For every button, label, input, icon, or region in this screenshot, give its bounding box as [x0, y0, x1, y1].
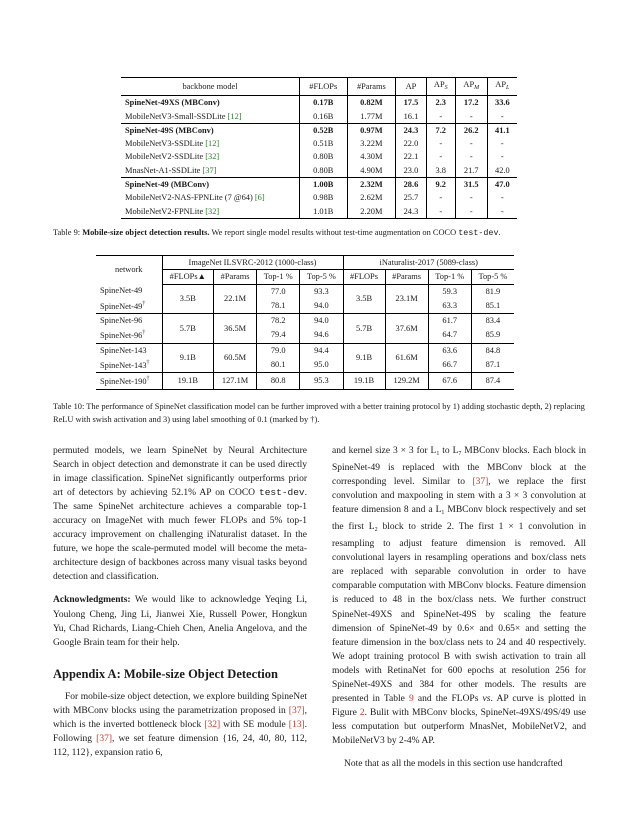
value-cell: 24.3 — [396, 205, 426, 219]
column-header: Top-5 % — [471, 270, 514, 284]
value-cell: 21.7 — [455, 164, 487, 178]
value-cell: 26.2 — [455, 123, 487, 137]
right-column — [332, 444, 586, 771]
value-cell: 129.2M — [385, 373, 428, 389]
value-cell: - — [455, 191, 487, 204]
table-9-caption-label: Table 9: — [53, 228, 81, 237]
value-cell: 4.90M — [347, 164, 396, 178]
value-cell: 4.30M — [347, 150, 396, 163]
subscript: 2 — [374, 527, 378, 534]
conclusion-text-b: . The same SpineNet architecture achieves a comparable top-1 accuracy on ImageNet with much fewer FLOPs and 5% top-1 accuracy improvement on challenging iNaturalist dataset. In the future, we hope the scale-permuted model will become the meta-architecture design of backbones across many visual tasks beyond detection and classification. — [53, 488, 307, 583]
citation-link[interactable]: [37] — [288, 705, 305, 716]
table-row — [121, 164, 517, 178]
table-row — [96, 298, 514, 314]
mbconv-text-i: . Bulit with MBConv blocks, SpineNet-49XS/49S/49 use less computation but outperform MnasNet, MobileNetV2, and MobileNetV3 by 2-4% AP. — [332, 707, 586, 746]
value-cell: 94.4 — [300, 343, 343, 357]
value-cell: 85.9 — [485, 330, 501, 340]
value-cell: 77.0 — [257, 284, 300, 298]
table-row — [121, 178, 517, 192]
model-cell: MobileNetV3-SSDLite [12] — [121, 137, 300, 150]
value-cell: 78.1 — [257, 298, 300, 314]
mbconv-text-g: and the FLOPs — [413, 693, 483, 704]
citation-link[interactable]: [37] — [96, 733, 112, 744]
column-header: $AP_L$ — [487, 78, 517, 96]
value-cell: 0.97M — [347, 123, 396, 137]
value-cell: 94.6 — [300, 327, 343, 343]
value-cell: 93.3 — [300, 284, 343, 298]
value-cell: 17.5 — [396, 96, 426, 110]
mbconv-text-h: . AP curve is plotted in Figure — [332, 693, 586, 718]
network-cell: SpineNet-96† — [96, 327, 162, 343]
column-header: $AP_S$ — [426, 78, 455, 96]
value-cell: 23.1M — [385, 284, 428, 314]
value-cell: 0.80B — [300, 164, 348, 178]
value-cell: - — [426, 110, 455, 124]
value-cell: 60.5M — [214, 343, 257, 373]
acknowledgments-label: Acknowledgments: — [53, 595, 131, 606]
value-cell: 0.98B — [300, 191, 348, 204]
value-cell: 41.1 — [487, 123, 517, 137]
value-cell: 1.01B — [300, 205, 348, 219]
value-cell: 31.5 — [455, 178, 487, 192]
mbconv-text-b: to L — [439, 446, 459, 456]
column-header: Top-1 % — [257, 270, 300, 284]
value-cell: - — [500, 193, 504, 203]
network-cell: SpineNet-49 — [96, 284, 162, 298]
appendix-paragraph — [53, 690, 307, 760]
citation-link[interactable]: [37] — [202, 165, 217, 175]
value-cell: 67.6 — [428, 373, 471, 389]
model-cell: MobileNetV2-NAS-FPNLite (7 @64) [6] — [121, 191, 300, 204]
value-cell: 17.2 — [455, 96, 487, 110]
model-cell: SpineNet-49XS (MBConv) — [121, 96, 300, 110]
value-cell: 22.1 — [396, 150, 426, 163]
inaturalist-header: iNaturalist-2017 (5089-class) — [343, 256, 514, 270]
table-9-caption-title: Mobile-size object detection results. — [82, 228, 210, 237]
model-cell: MobileNetV2-FPNLite [32] — [121, 205, 300, 219]
table-9 — [121, 77, 517, 219]
acknowledgments-paragraph — [53, 593, 307, 649]
table-row — [121, 96, 517, 110]
appendix-text-b: , which is the inverted bottleneck block — [53, 705, 307, 730]
table-9-caption — [53, 227, 593, 240]
value-cell: 66.7 — [428, 357, 471, 373]
table-9-header-row — [121, 78, 517, 96]
citation-link[interactable]: [12] — [205, 139, 220, 149]
mbconv-text-c: MBConv blocks. Each block in SpineNet-49 is replaced with the MBConv block at the corresponding level. Similar to — [332, 446, 586, 488]
network-cell: SpineNet-143† — [96, 357, 162, 373]
value-cell: 2.32M — [347, 178, 396, 192]
value-cell: - — [426, 205, 455, 219]
value-cell: 61.7 — [428, 314, 471, 328]
dagger-mark: † — [142, 330, 146, 337]
appendix-text-d: . Following — [53, 719, 307, 744]
value-cell: 95.3 — [300, 373, 343, 389]
value-cell: 16.1 — [396, 110, 426, 124]
value-cell: 61.6M — [385, 343, 428, 373]
table-row — [121, 137, 517, 150]
value-cell: 78.2 — [257, 314, 300, 328]
value-cell: 0.51B — [300, 137, 348, 150]
value-cell: 1.77M — [347, 110, 396, 124]
table-10-caption: Table 10: The performance of SpineNet classification model can be further improved with a better training protocol by 1) adding stochastic depth, 2) replacing ReLU with swish activation and 3) using label smoothing of 0.1 (marked by †). — [53, 402, 585, 424]
citation-link[interactable]: [32] — [204, 719, 221, 730]
mbconv-paragraph — [332, 444, 586, 748]
value-cell: 19.1B — [343, 373, 385, 389]
column-header: backbone model — [121, 78, 300, 96]
column-header: #FLOPs — [343, 270, 385, 284]
value-cell: 83.4 — [471, 314, 514, 328]
dagger-mark: † — [142, 300, 146, 307]
value-cell: 64.7 — [428, 327, 471, 343]
value-cell: 2.20M — [347, 205, 396, 219]
subscript: S — [444, 85, 448, 91]
acknowledgments-text: We would like to acknowledge Yeqing Li, Youlong Cheng, Jing Li, Jianwei Xie, Russell Power, Hongkun Yu, Chad Richards, Liang-Chieh Chen, Anelia Angelova, and the Google Brain team for their help. — [53, 595, 307, 648]
table-row — [96, 343, 514, 357]
dagger-mark: † — [146, 376, 150, 383]
mbconv-text-f: block to stride 2. The first 1 × 1 convolution in resampling to adjust feature dimension is removed. All convolutional layers in resampling operations and box/class nets are replaced with separable convolution in order to have comparable computation with MBConv blocks. Feature dimension is reduced to 48 in the box/class nets. We further construct SpineNet-49XS and SpineNet-49S by scaling the feature dimension of SpineNet-49 by 0.6× and 0.65× and setting the feature dimension in the box/class nets to 24 and 40 respectively. We adopt training protocol B with swish activation to train all models with RetinaNet for 600 epochs at resolution 256 for SpineNet-49XS and 384 for other models. The results are presented in Table — [332, 522, 586, 704]
value-cell: - — [500, 206, 504, 216]
value-cell: 59.3 — [428, 284, 471, 298]
value-cell: 3.5B — [162, 284, 213, 314]
value-cell: 3.8 — [426, 164, 455, 178]
value-cell: 22.0 — [396, 137, 426, 150]
network-cell: SpineNet-49† — [96, 298, 162, 314]
value-cell: 9.1B — [343, 343, 385, 373]
citation-link[interactable]: [6] — [254, 193, 265, 203]
citation-link[interactable]: [12] — [227, 111, 242, 121]
imagenet-header: ImageNet ILSVRC-2012 (1000-class) — [162, 256, 343, 270]
value-cell: - — [455, 150, 487, 163]
citation-link[interactable]: [37] — [472, 477, 489, 488]
table-9-caption-text: We report single model results without test-time augmentation on COCO — [211, 228, 457, 237]
value-cell: 33.6 — [495, 98, 510, 108]
value-cell: 42.0 — [495, 165, 510, 175]
citation-link[interactable]: [32] — [205, 152, 220, 162]
table-row — [121, 205, 517, 219]
value-cell: - — [455, 205, 487, 219]
value-cell: 7.2 — [426, 123, 455, 137]
left-column — [53, 444, 307, 760]
value-cell: 22.1M — [214, 284, 257, 314]
value-cell: 127.1M — [214, 373, 257, 389]
table-10 — [96, 255, 514, 390]
value-cell: 1.00B — [300, 178, 348, 192]
value-cell: 3.5B — [343, 284, 385, 314]
appendix-text-c: with SE module — [220, 719, 289, 730]
value-cell: - — [500, 152, 504, 162]
column-header: #FLOPs▲ — [162, 270, 213, 284]
mbconv-text-d: , we replace the first convolution and maxpooling in stem with a 3 × 3 convolution at feature dimension 8 and a L — [332, 477, 586, 516]
table-link[interactable]: 9 — [409, 693, 414, 704]
mbconv-text-e: MBConv block respectively and set the first L — [332, 505, 587, 533]
value-cell: 2.3 — [426, 96, 455, 110]
subscript: M — [474, 85, 480, 91]
column-header: #FLOPs — [300, 78, 348, 96]
value-cell: 63.3 — [428, 298, 471, 314]
value-cell: 63.6 — [428, 343, 471, 357]
table-9-caption-code: test-dev — [458, 228, 499, 238]
table-row — [121, 110, 517, 124]
subscript: 1 — [436, 451, 440, 457]
value-cell: 19.1B — [162, 373, 213, 389]
table-row — [96, 314, 514, 328]
column-header: #Params — [347, 78, 396, 96]
value-cell: 0.80B — [300, 150, 348, 163]
value-cell: 81.9 — [485, 286, 501, 296]
citation-link[interactable]: [32] — [205, 206, 220, 216]
value-cell: 94.0 — [300, 314, 343, 328]
mbconv-text-a: and kernel size 3 × 3 for L — [332, 446, 437, 456]
value-cell: 0.52B — [300, 123, 348, 137]
value-cell: 3.22M — [347, 137, 396, 150]
table-row — [96, 284, 514, 298]
value-cell: 0.17B — [300, 96, 348, 110]
value-cell: 28.6 — [396, 178, 426, 192]
subscript: L — [506, 85, 510, 91]
table-row — [121, 123, 517, 137]
value-cell: 2.62M — [347, 191, 396, 204]
conclusion-text-a: permuted models, we learn SpineNet by Neural Architecture Search in object detection and demonstrate it can be used directly in image classification. SpineNet significantly outperforms prior art of detectors by achieving 52.1% AP on COCO — [53, 446, 307, 499]
value-cell: 5.7B — [343, 314, 385, 344]
value-cell: 9.2 — [426, 178, 455, 192]
value-cell: 25.7 — [396, 191, 426, 204]
value-cell: 80.8 — [257, 373, 300, 389]
table-row — [121, 150, 517, 163]
dagger-mark: † — [146, 360, 150, 367]
column-header: $AP_M$ — [455, 78, 487, 96]
table-10-header-row — [96, 256, 514, 270]
value-cell: 95.0 — [300, 357, 343, 373]
network-cell: SpineNet-143 — [96, 343, 162, 357]
value-cell: - — [455, 110, 487, 124]
model-cell: SpineNet-49S (MBConv) — [121, 123, 300, 137]
subscript: 1 — [441, 510, 445, 517]
value-cell: 94.0 — [300, 298, 343, 314]
appendix-text-a: For mobile-size object detection, we explore building SpineNet with MBConv blocks using the parametrization proposed in — [53, 691, 307, 716]
subscript: 7 — [458, 451, 462, 457]
table-row — [96, 357, 514, 373]
table-row — [96, 327, 514, 343]
column-header: Top-5 % — [300, 270, 343, 284]
column-header: #Params — [385, 270, 428, 284]
network-header: network — [96, 256, 162, 285]
column-header: Top-1 % — [428, 270, 471, 284]
value-cell: 80.1 — [257, 357, 300, 373]
value-cell: 84.8 — [471, 343, 514, 357]
value-cell: 23.0 — [396, 164, 426, 178]
value-cell: 87.4 — [471, 373, 514, 389]
column-header: #Params — [214, 270, 257, 284]
model-cell: MobileNetV3-Small-SSDLite [12] — [121, 110, 300, 124]
value-cell: - — [426, 137, 455, 150]
figure-link[interactable]: 2 — [359, 707, 365, 718]
value-cell: 79.4 — [257, 327, 300, 343]
value-cell: 37.6M — [385, 314, 428, 344]
table-9-caption-end: . — [498, 228, 501, 237]
value-cell: 87.1 — [485, 360, 501, 370]
value-cell: - — [455, 137, 487, 150]
value-cell: - — [500, 111, 504, 121]
value-cell: 5.7B — [162, 314, 213, 344]
model-cell: MobileNetV2-SSDLite [32] — [121, 150, 300, 163]
conclusion-code: test-dev — [259, 487, 305, 499]
appendix-heading: Appendix A: Mobile-size Object Detection — [53, 666, 278, 681]
table-row — [96, 373, 514, 389]
network-cell: SpineNet-96 — [96, 314, 162, 328]
appendix-text-e: , we set feature dimension {16, 24, 40, 80, 112, 112, 112}, expansion ratio 6, — [53, 733, 308, 758]
value-cell: 79.0 — [257, 343, 300, 357]
value-cell: - — [426, 191, 455, 204]
value-cell: 24.3 — [396, 123, 426, 137]
model-cell: SpineNet-49 (MBConv) — [121, 178, 300, 192]
column-header: AP — [396, 78, 426, 96]
handcrafted-paragraph: Note that as all the models in this section use handcrafted — [344, 758, 563, 769]
value-cell: 0.16B — [300, 110, 348, 124]
network-cell: SpineNet-190† — [96, 373, 162, 389]
mbconv-text-vs: vs — [482, 693, 491, 704]
value-cell: - — [500, 139, 504, 149]
citation-link[interactable]: [13] — [288, 719, 305, 730]
value-cell: 85.1 — [485, 300, 501, 310]
value-cell: 36.5M — [214, 314, 257, 344]
value-cell: 0.82M — [347, 96, 396, 110]
table-row — [121, 191, 517, 204]
value-cell: 9.1B — [162, 343, 213, 373]
value-cell: 47.0 — [487, 178, 517, 192]
model-cell: MnasNet-A1-SSDLite [37] — [121, 164, 300, 178]
conclusion-paragraph — [53, 444, 307, 584]
value-cell: - — [426, 150, 455, 163]
